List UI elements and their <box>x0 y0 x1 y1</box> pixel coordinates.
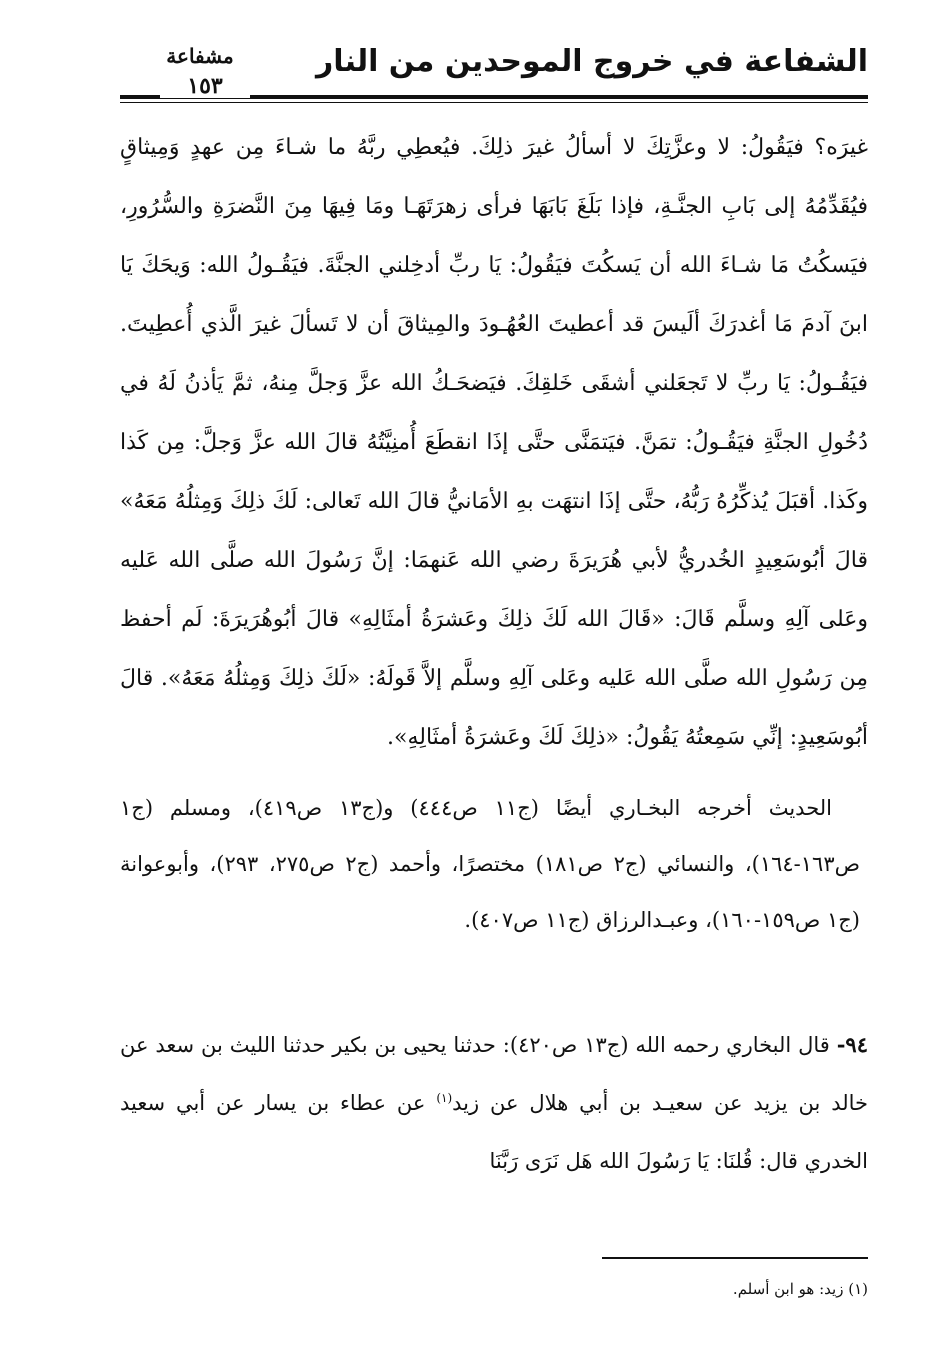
header-rule-thin <box>120 102 868 103</box>
running-title: الشفاعة في خروج الموحدين من النار <box>316 44 868 79</box>
sources-paragraph: الحديث أخرجه البخـاري أيضًا (ج١١ ص٤٤٤) و(ج١٣ ص٤١٩)، ومسلم (ج١ ص١٦٣-١٦٤)، والنسائي (ج٢ ص١٨١) مختصرًا، وأحمد (ج٢ ص٢٧٥، ٢٩٣)، وأبوعوانة (ج١ ص١٥٩-١٦٠)، وعبـدالرزاق (ج١١ ص٤٠٧). <box>120 796 860 932</box>
hadith-rest: عن عطاء بن يسار عن أبي سعيد الخدري قال: قُلنَا: يَا رَسُولَ الله هَل نَرَى رَبَّنَا <box>120 1091 868 1173</box>
page-header <box>120 40 868 99</box>
hadith-intro: قال البخاري رحمه الله (ج١٣ ص٤٢٠): حدثنا يحيى بن بكير حدثنا الليث بن سعد عن خالد بن يزيد عن سعيـد بن أبي هلال عن زيد <box>120 1033 868 1115</box>
header-ornament: مشفاعة <box>166 44 234 68</box>
hadith-94-block <box>120 1016 868 1190</box>
hadith-94-paragraph <box>120 1016 868 1190</box>
footnote-marker: (١) <box>436 1091 453 1105</box>
sources-block <box>120 780 860 948</box>
hadith-number: ٩٤- <box>836 1032 868 1057</box>
footnote: (١) زيد: هو ابن أسلم. <box>732 1280 868 1298</box>
page-number: ١٥٣ <box>160 74 250 98</box>
main-text <box>120 118 868 767</box>
footnote-rule <box>602 1257 868 1259</box>
hadith-paragraph: غيرَه؟ فيَقُولُ: لا وعزَّتِكَ لا أسألُ غيرَ ذلِكَ. فيُعطِي ربَّهُ ما شـاءَ مِن عهدٍ وَمِيثاقٍ فيُقَدِّمُهُ إلى بَابِ الجنَّـةِ، فإذا بَلَغَ بَابَهَا فرأى زهرَتَهَـا ومَا فِيهَا مِنَ النَّضرَةِ والسُّرُورِ، فيَسكُتُ مَا شـاءَ الله أن يَسكُتَ فيَقُولُ: يَا ربِّ أدخِلني الجنَّةَ. فيَقُـولُ الله: وَيحَكَ يَا ابنَ آدمَ مَا أغدرَكَ ألَيسَ قد أعطيتَ العُهُـودَ والمِيثاقَ أن لا تَسألَ غيرَ الَّذي أُعطِيتَ. فيَقُـولُ: يَا ربِّ لا تَجعَلني أشقَى خَلقِكَ. فيَضحَـكُ الله عزَّ وَجلَّ مِنهُ، ثمَّ يَأذنُ لَهُ في دُخُولِ الجنَّةِ فيَقُـولُ: تمَنَّ. فيَتمَنَّى حتَّى إذَا انقطَعَ أُمنِيَّتُهُ قالَ الله عزَّ وَجلَّ: مِن كَذا وكَذا. أقبَلَ يُذكِّرُهُ رَبُّهُ، حتَّى إذَا انتهَت بهِ الأمَانيُّ قالَ الله تَعالى: لَكَ ذلِكَ وَمِثلُهُ مَعَهُ» قالَ أبُوسَعِيدٍ الخُدريُّ لأبي هُرَيرَةَ رضي الله عَنهمَا: إنَّ رَسُولَ الله صلَّى الله عَليه وعَلى آلِهِ وسلَّم قَالَ: «قَالَ الله لَكَ ذلِكَ وعَشرَةُ أمثَالِهِ» قالَ أبُوهُرَيرَةَ: لَم أحفظ مِن رَسُولِ الله صلَّى الله عَليه وعَلى آلِهِ وسلَّم إلاَّ قَولَهُ: «لَكَ ذلِكَ وَمِثلُهُ مَعَهُ». قالَ أبُوسَعِيدٍ: إنِّي سَمِعتُهُ يَقُولُ: «ذلِكَ لَكَ وعَشرَةُ أمثَالِهِ». <box>120 135 868 750</box>
